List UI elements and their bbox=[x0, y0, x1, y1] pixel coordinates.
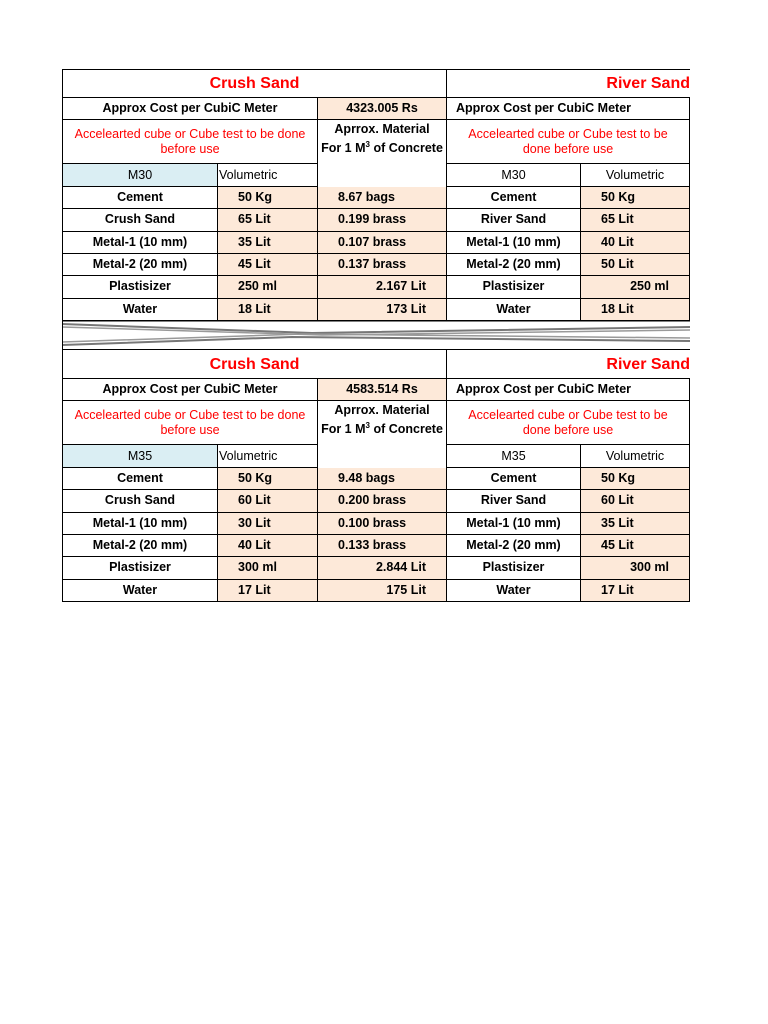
ingredient-name: Plastisizer bbox=[62, 276, 217, 298]
river-cost-label: Approx Cost per CubiC Meter bbox=[446, 97, 690, 120]
cost-label: Approx Cost per CubiC Meter bbox=[62, 97, 317, 120]
material-header bbox=[317, 120, 446, 164]
ingredient-row bbox=[62, 254, 690, 276]
ingredient-volume: 50 Kg bbox=[217, 468, 317, 490]
river-ingredient-name: River Sand bbox=[446, 490, 580, 512]
volumetric-header: Volumetric bbox=[217, 445, 317, 468]
river-ingredient-name: Water bbox=[446, 580, 580, 602]
river-test-note: Accelearted cube or Cube test to be done before use bbox=[446, 401, 690, 445]
ingredient-volume: 60 Lit bbox=[217, 490, 317, 512]
ingredient-row bbox=[62, 232, 690, 254]
river-ingredient-name: Cement bbox=[446, 468, 580, 490]
ingredient-volume: 250 ml bbox=[217, 276, 317, 298]
river-ingredient-name: Water bbox=[446, 299, 580, 321]
ingredient-material-qty: 0.133 brass bbox=[317, 535, 446, 557]
material-header-line1: Aprrox. Material bbox=[334, 122, 430, 136]
river-ingredient-name: Plastisizer bbox=[446, 276, 580, 298]
river-sand-title: River Sand bbox=[446, 69, 690, 97]
ingredient-row bbox=[62, 209, 690, 231]
ingredient-name: Metal-2 (20 mm) bbox=[62, 254, 217, 276]
ingredient-volume: 35 Lit bbox=[217, 232, 317, 254]
table-separator bbox=[62, 321, 690, 350]
ingredient-row bbox=[62, 299, 690, 321]
title-row bbox=[62, 350, 690, 378]
material-empty bbox=[317, 445, 446, 468]
ingredient-volume: 30 Lit bbox=[217, 513, 317, 535]
cost-label: Approx Cost per CubiC Meter bbox=[62, 378, 317, 401]
river-volumetric-header: Volumetric bbox=[580, 164, 690, 187]
ingredient-material-qty: 2.844 Lit bbox=[317, 557, 446, 579]
river-ingredient-volume: 50 Kg bbox=[580, 187, 690, 209]
river-ingredient-volume: 60 Lit bbox=[580, 490, 690, 512]
ingredient-material-qty: 0.200 brass bbox=[317, 490, 446, 512]
ingredient-name: Plastisizer bbox=[62, 557, 217, 579]
grade-label: M35 bbox=[62, 445, 217, 468]
ingredient-row bbox=[62, 468, 690, 490]
test-note: Accelearted cube or Cube test to be done before use bbox=[62, 120, 317, 164]
river-ingredient-volume: 250 ml bbox=[580, 276, 690, 298]
river-ingredient-volume: 300 ml bbox=[580, 557, 690, 579]
river-test-note: Accelearted cube or Cube test to be done before use bbox=[446, 120, 690, 164]
river-ingredient-name: Cement bbox=[446, 187, 580, 209]
ingredient-material-qty: 0.137 brass bbox=[317, 254, 446, 276]
crush-sand-title: Crush Sand bbox=[62, 350, 446, 378]
ingredient-material-qty: 0.107 brass bbox=[317, 232, 446, 254]
ingredient-name: Cement bbox=[62, 468, 217, 490]
river-ingredient-name: River Sand bbox=[446, 209, 580, 231]
ingredient-material-qty: 173 Lit bbox=[317, 299, 446, 321]
material-empty bbox=[317, 164, 446, 187]
ingredient-name: Crush Sand bbox=[62, 209, 217, 231]
grade-row bbox=[62, 164, 690, 187]
ingredient-volume: 300 ml bbox=[217, 557, 317, 579]
grade-row bbox=[62, 445, 690, 468]
ingredient-name: Water bbox=[62, 299, 217, 321]
river-ingredient-name: Metal-2 (20 mm) bbox=[446, 535, 580, 557]
ingredient-row bbox=[62, 580, 690, 602]
ingredient-name: Metal-2 (20 mm) bbox=[62, 535, 217, 557]
river-ingredient-name: Plastisizer bbox=[446, 557, 580, 579]
ingredient-material-qty: 2.167 Lit bbox=[317, 276, 446, 298]
title-row bbox=[62, 69, 690, 97]
ingredient-row bbox=[62, 513, 690, 535]
mix-table-m30 bbox=[62, 69, 690, 321]
river-ingredient-volume: 65 Lit bbox=[580, 209, 690, 231]
ingredient-material-qty: 8.67 bags bbox=[317, 187, 446, 209]
material-header-line2: For 1 $M^3$ of Concrete bbox=[321, 421, 443, 437]
cost-row bbox=[62, 378, 690, 401]
volumetric-header: Volumetric bbox=[217, 164, 317, 187]
material-header bbox=[317, 401, 446, 445]
river-grade-label: M30 bbox=[446, 164, 580, 187]
ingredient-row bbox=[62, 557, 690, 579]
crush-sand-title: Crush Sand bbox=[62, 69, 446, 97]
ingredient-name: Water bbox=[62, 580, 217, 602]
river-ingredient-volume: 45 Lit bbox=[580, 535, 690, 557]
river-ingredient-volume: 18 Lit bbox=[580, 299, 690, 321]
river-ingredient-volume: 50 Lit bbox=[580, 254, 690, 276]
ingredient-volume: 17 Lit bbox=[217, 580, 317, 602]
river-ingredient-volume: 35 Lit bbox=[580, 513, 690, 535]
ingredient-name: Metal-1 (10 mm) bbox=[62, 513, 217, 535]
river-ingredient-volume: 50 Kg bbox=[580, 468, 690, 490]
river-ingredient-volume: 17 Lit bbox=[580, 580, 690, 602]
ingredient-row bbox=[62, 187, 690, 209]
ingredient-row bbox=[62, 276, 690, 298]
river-grade-label: M35 bbox=[446, 445, 580, 468]
note-row bbox=[62, 120, 690, 164]
grade-label: M30 bbox=[62, 164, 217, 187]
river-ingredient-volume: 40 Lit bbox=[580, 232, 690, 254]
river-sand-title: River Sand bbox=[446, 350, 690, 378]
ingredient-name: Metal-1 (10 mm) bbox=[62, 232, 217, 254]
ingredient-material-qty: 9.48 bags bbox=[317, 468, 446, 490]
river-cost-label: Approx Cost per CubiC Meter bbox=[446, 378, 690, 401]
ingredient-material-qty: 0.199 brass bbox=[317, 209, 446, 231]
river-ingredient-name: Metal-1 (10 mm) bbox=[446, 232, 580, 254]
ingredient-material-qty: 175 Lit bbox=[317, 580, 446, 602]
ingredient-volume: 65 Lit bbox=[217, 209, 317, 231]
ingredient-row bbox=[62, 490, 690, 512]
river-ingredient-name: Metal-2 (20 mm) bbox=[446, 254, 580, 276]
test-note: Accelearted cube or Cube test to be done before use bbox=[62, 401, 317, 445]
ingredient-volume: 50 Kg bbox=[217, 187, 317, 209]
ingredient-material-qty: 0.100 brass bbox=[317, 513, 446, 535]
material-header-line1: Aprrox. Material bbox=[334, 403, 430, 417]
ingredient-name: Cement bbox=[62, 187, 217, 209]
cost-value: 4323.005 Rs bbox=[317, 97, 446, 120]
cost-value: 4583.514 Rs bbox=[317, 378, 446, 401]
river-ingredient-name: Metal-1 (10 mm) bbox=[446, 513, 580, 535]
material-header-line2: For 1 $M^3$ of Concrete bbox=[321, 140, 443, 156]
ingredient-volume: 18 Lit bbox=[217, 299, 317, 321]
cost-row bbox=[62, 97, 690, 120]
note-row bbox=[62, 401, 690, 445]
ingredient-volume: 45 Lit bbox=[217, 254, 317, 276]
mix-table-m35 bbox=[62, 350, 690, 602]
ingredient-row bbox=[62, 535, 690, 557]
ingredient-name: Crush Sand bbox=[62, 490, 217, 512]
river-volumetric-header: Volumetric bbox=[580, 445, 690, 468]
ingredient-volume: 40 Lit bbox=[217, 535, 317, 557]
